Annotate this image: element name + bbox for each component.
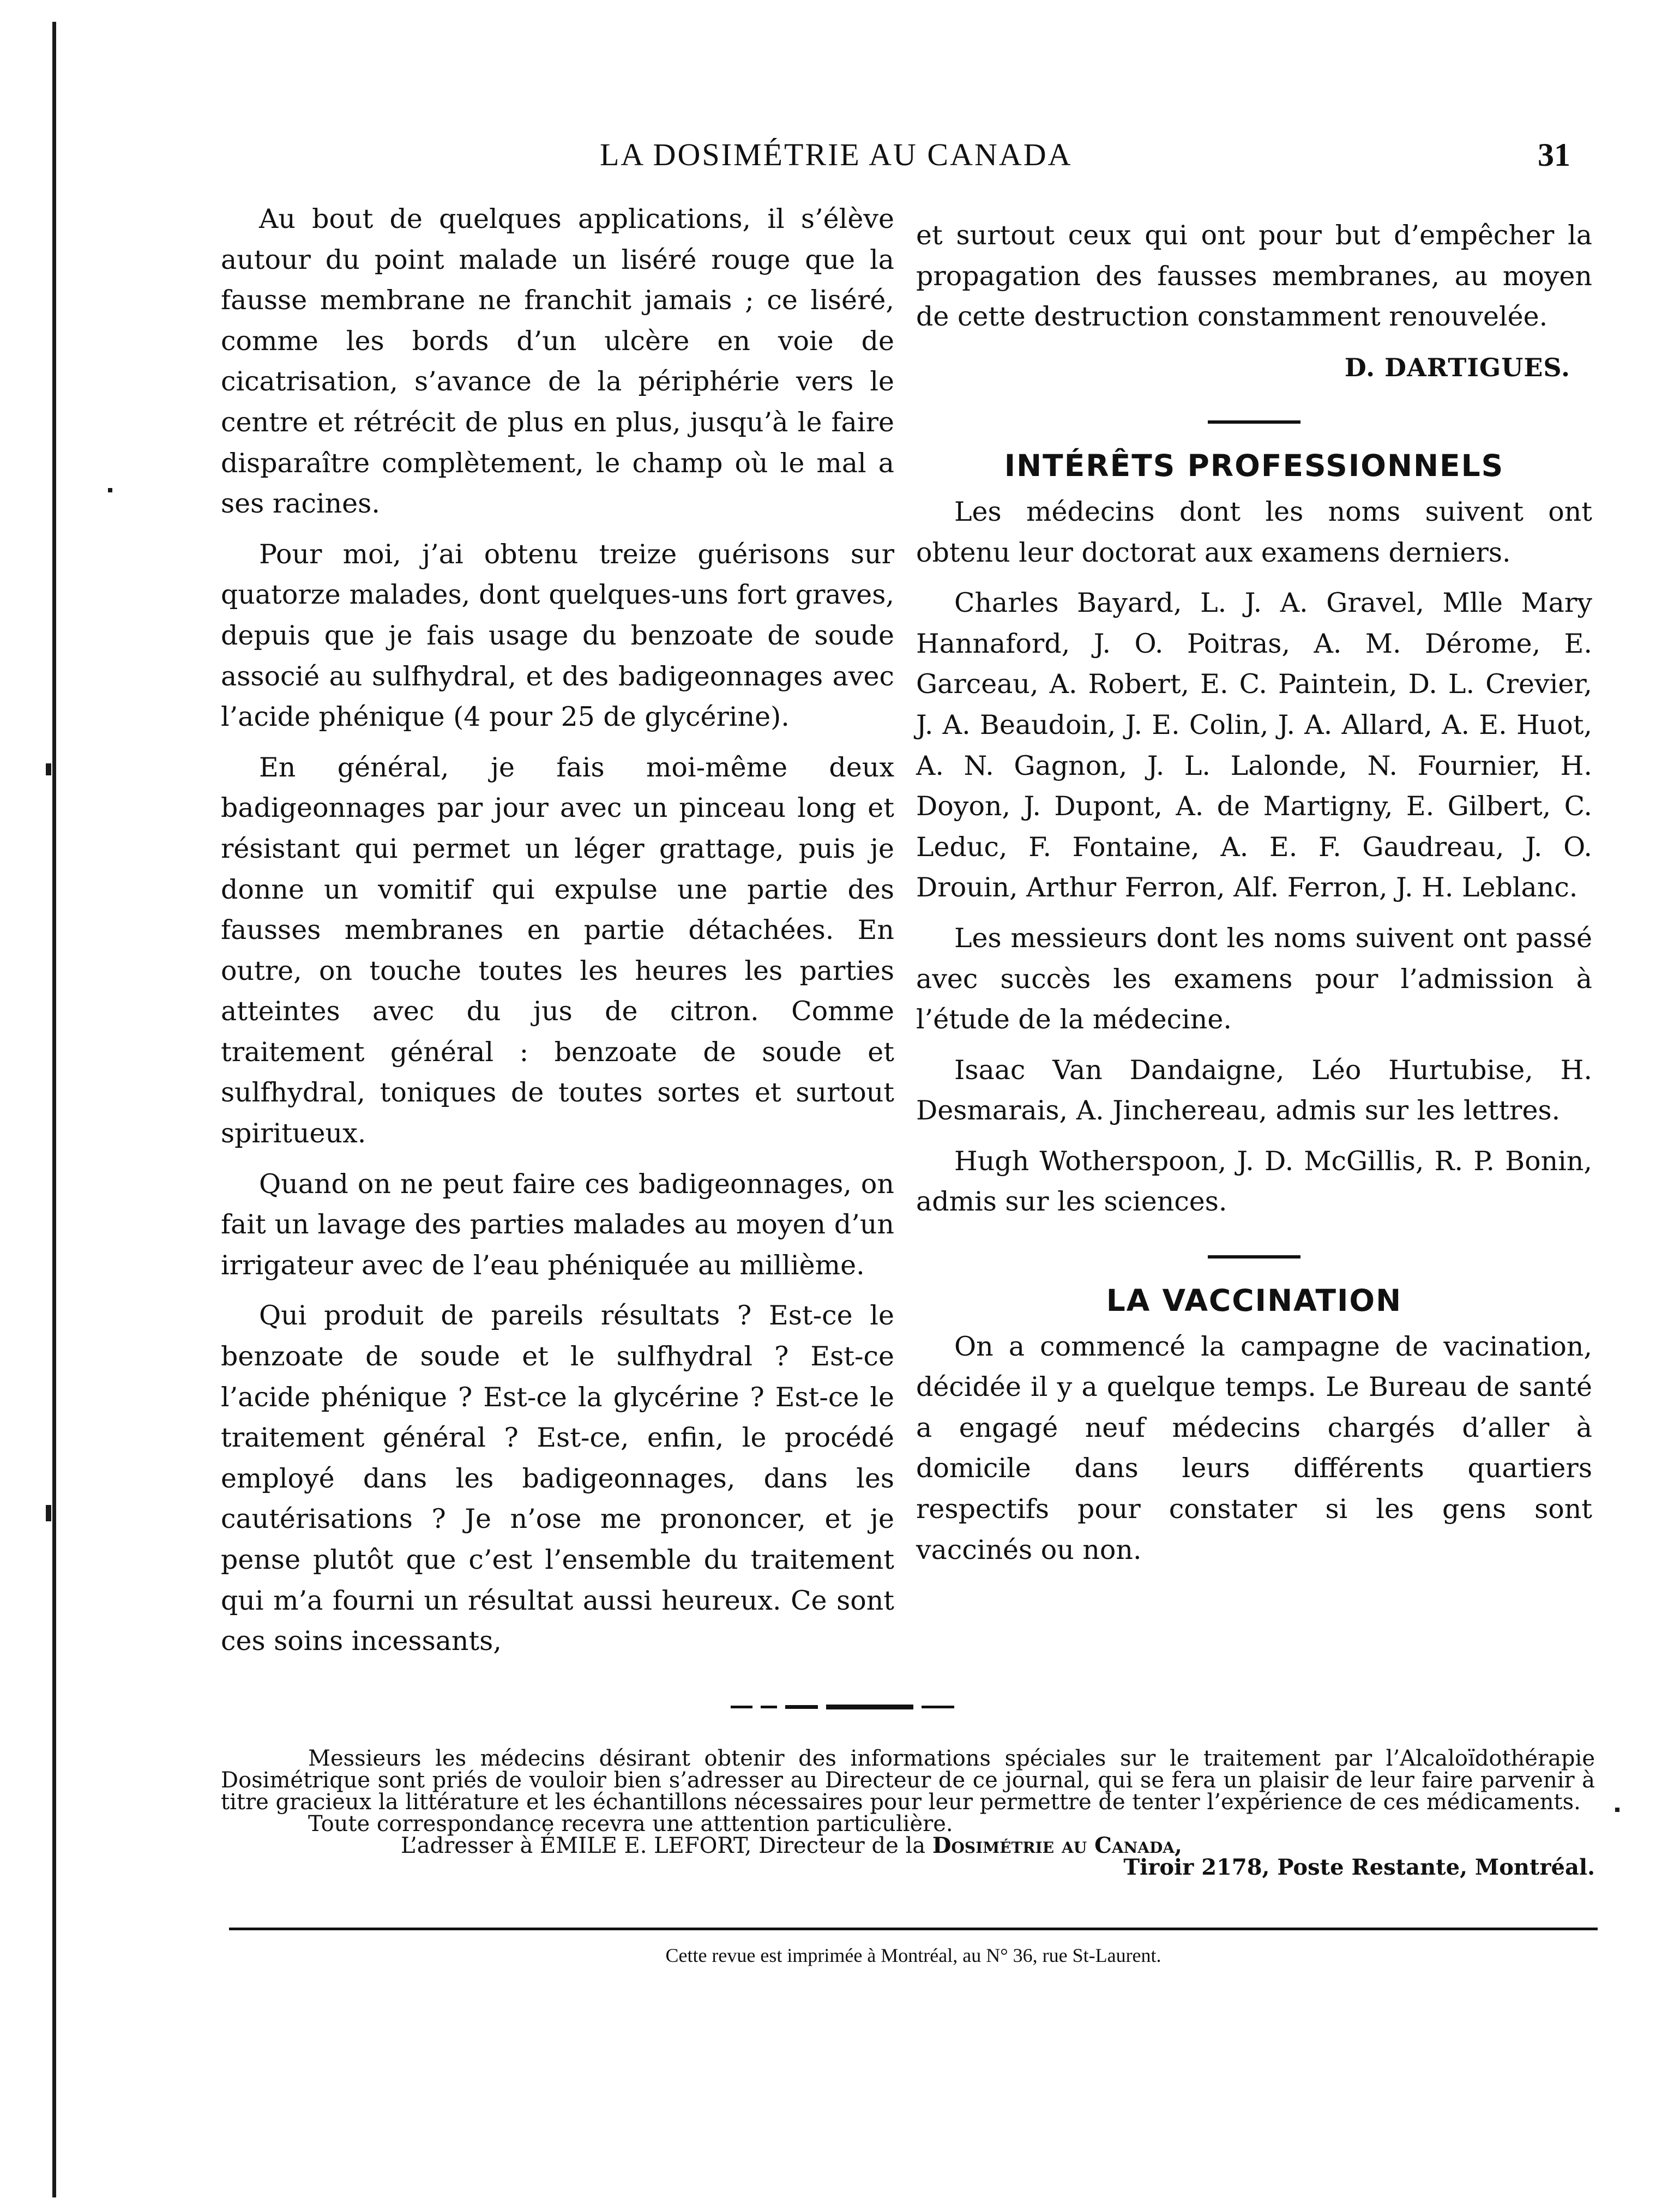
footer-rule <box>229 1928 1598 1930</box>
paragraph: Les médecins dont les noms suivent ont obtenu leur doctorat aux examens derniers. <box>916 496 1592 568</box>
notice-address <box>221 1835 1595 1857</box>
paragraph: Quand on ne peut faire ces badigeonnages, on fait un lavage des parties malades au moyen d’un irrigateur avec de l’eau phéniquée au millième. <box>221 1168 894 1281</box>
paragraph-continuation: et surtout ceux qui ont pour but d’empêcher la propagation des fausses membranes, au moyen de cette destruction constamment renouvelée. <box>916 220 1592 333</box>
paragraph: Isaac Van Dandaigne, Léo Hurtubise, H. Desmarais, A. Jinchereau, admis sur les lettres. <box>916 1054 1592 1127</box>
notice-postal-address: Tiroir 2178, Poste Restante, Montréal. <box>1123 1854 1595 1880</box>
section-title-professional-interests: INTÉRÊTS PROFESSIONNELS <box>1004 448 1504 484</box>
right-column <box>916 215 1592 1580</box>
author-signature: D. DARTIGUES. <box>1344 352 1570 382</box>
section-divider <box>1208 1255 1300 1258</box>
scan-speck <box>108 488 112 492</box>
notice-text: Messieurs les médecins désirant obtenir des informations spéciales sur le traitement par l’Alcaloïdothérapie Dosimétrique sont priés de vouloir bien s’adresser au Directeur de ce journal, qui se fera un plaisir de leur faire parvenir à titre gracieux la littérature et les échantillons nécessaires pour leur permettre de tenter l’expérience de ces médicaments. <box>221 1746 1595 1815</box>
left-column <box>221 199 894 1672</box>
notice-correspondence: Toute correspondance recevra une atttention particulière. <box>308 1811 953 1836</box>
scan-speck <box>1615 1808 1619 1812</box>
notice-block <box>221 1748 1595 1878</box>
paragraph: Hugh Wotherspoon, J. D. McGillis, R. P. Bonin, admis sur les sciences. <box>916 1145 1592 1218</box>
section-divider <box>1208 420 1300 424</box>
paragraph: On a commencé la campagne de vacination, décidée il y a quelque temps. Le Bureau de santé a engagé neuf médecins chargés d’aller à domicile dans leurs différents quartiers respectifs pour constater si les gens sont vaccinés ou non. <box>916 1330 1592 1565</box>
scan-speck <box>46 1505 51 1521</box>
scan-border-line <box>52 22 56 2197</box>
journal-name: Dosimétrie au Canada, <box>932 1833 1182 1858</box>
paragraph: Au bout de quelques applications, il s’élève autour du point malade un liséré rouge que la fausse membrane ne franchit jamais ; ce liséré, comme les bords d’un ulcère en voie de cicatrisation, s’avance de la périphérie vers le centre et rétrécit de plus en plus, jusqu’à le faire disparaître complètement, le champ où le mal a ses racines. <box>221 203 894 520</box>
printer-imprint: Cette revue est imprimée à Montréal, au N° 36, rue St-Laurent. <box>665 1944 1161 1966</box>
paragraph: Pour moi, j’ai obtenu treize guérisons sur quatorze malades, dont quelques-uns fort graves, depuis que je fais usage du benzoate de soude associé au sulfhydral, et des badigeonnages avec l’acide phénique (4 pour 25 de glycérine). <box>221 538 894 733</box>
paragraph: Qui produit de pareils résultats ? Est-ce le benzoate de soude et le sulfhydral ? Est-ce l’acide phénique ? Est-ce la glycérine ? Est-ce le traitement général ? Est-ce, enfin, le procédé employé dans les badigeonnages, dans les cautérisations ? Je n’ose me prononcer, et je pense plutôt que c’est l’ensemble du traitement qui m’a fourni un résultat aussi heureux. Ce sont ces soins incessants, <box>221 1300 894 1657</box>
address-prefix: L’adresser à ÉMILE E. LEFORT, Directeur de la <box>401 1833 932 1858</box>
running-title: LA DOSIMÉTRIE AU CANADA <box>600 137 1073 172</box>
paragraph: Les messieurs dont les noms suivent ont passé avec succès les examens pour l’admission à l’étude de la médecine. <box>916 922 1592 1035</box>
paragraph: En général, je fais moi-même deux badigeonnages par jour avec un pinceau long et résistant qui permet un léger grattage, puis je donne un vomitif qui expulse une partie des fausses membranes en partie détachées. En outre, on touche toutes les heures les parties atteintes avec du jus de citron. Comme traitement général : benzoate de soude et sulfhydral, toniques de toutes sortes et surtout spiritueux. <box>221 751 894 1149</box>
scan-speck <box>46 763 51 775</box>
section-title-vaccination: LA VACCINATION <box>1106 1283 1402 1318</box>
page-number: 31 <box>1538 137 1570 173</box>
page-header <box>600 136 1570 185</box>
paragraph: Charles Bayard, L. J. A. Gravel, Mlle Mary Hannaford, J. O. Poitras, A. M. Dérome, E. Garceau, A. Robert, E. C. Paintein, D. L. Crevier, J. A. Beaudoin, J. E. Colin, J. A. Allard, A. E. Huot, A. N. Gagnon, J. L. Lalonde, N. Fournier, H. Doyon, J. Dupont, A. de Martigny, E. Gilbert, C. Leduc, F. Fontaine, A. E. F. Gaudreau, J. O. Drouin, Arthur Ferron, Alf. Ferron, J. H. Leblanc. <box>916 587 1592 904</box>
ornamental-divider <box>731 1701 960 1712</box>
